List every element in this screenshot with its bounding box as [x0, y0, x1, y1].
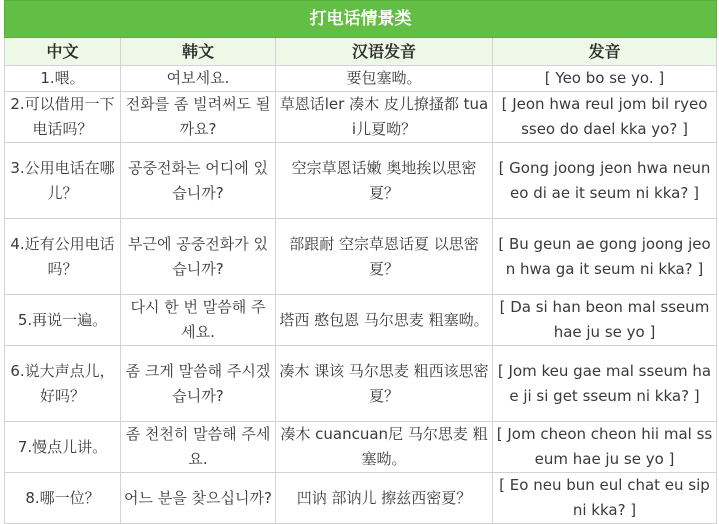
table-header-row [5, 38, 717, 66]
cell-chinese-pronunciation: 草恩话ler 凑木 皮儿撩搔都 tuai儿夏呦？ [276, 92, 493, 143]
cell-chinese: 5.再说一遍。 [5, 295, 121, 346]
cell-chinese: 6.说大声点儿，好吗？ [5, 346, 121, 422]
cell-chinese-pronunciation: 塔西 憨包恩 马尔思麦 粗塞呦。 [276, 295, 493, 346]
cell-korean: 다시 한 번 말씀해 주세요. [121, 295, 276, 346]
cell-pronunciation: [ Yeo bo se yo. ] [493, 66, 717, 92]
header-korean: 韩文 [121, 38, 276, 66]
table-row [5, 143, 717, 219]
cell-chinese: 4.近有公用电话吗？ [5, 219, 121, 295]
table-title-row [5, 1, 717, 38]
cell-chinese: 7.慢点儿讲。 [5, 422, 121, 473]
cell-chinese-pronunciation: 部跟耐 空宗草恩话夏 以思密夏？ [276, 219, 493, 295]
table-title: 打电话情景类 [5, 1, 717, 38]
cell-korean: 여보세요. [121, 66, 276, 92]
cell-chinese-pronunciation: 凑木 课该 马尔思麦 粗西该思密夏？ [276, 346, 493, 422]
header-chinese-pronunciation: 汉语发音 [276, 38, 493, 66]
cell-chinese: 2.可以借用一下电话吗？ [5, 92, 121, 143]
table-row [5, 92, 717, 143]
cell-chinese-pronunciation: 凑木 cuancuan尼 马尔思麦 粗塞呦。 [276, 422, 493, 473]
table-row [5, 422, 717, 473]
cell-chinese-pronunciation: 空宗草恩话嫩 奥地挨以思密夏？ [276, 143, 493, 219]
cell-chinese: 8.哪一位？ [5, 473, 121, 524]
table-row [5, 473, 717, 524]
cell-korean: 어느 분을 찾으십니까? [121, 473, 276, 524]
header-chinese: 中文 [5, 38, 121, 66]
cell-pronunciation: [ Bu geun ae gong joong jeon hwa ga it seum ni kka? ] [493, 219, 717, 295]
cell-chinese: 1.喂。 [5, 66, 121, 92]
cell-korean: 좀 천천히 말씀해 주세요. [121, 422, 276, 473]
cell-korean: 부근에 공중전화가 있습니까? [121, 219, 276, 295]
table-row [5, 66, 717, 92]
cell-pronunciation: [ Jeon hwa reul jom bil ryeo sseo do dael kka yo? ] [493, 92, 717, 143]
table-row [5, 346, 717, 422]
cell-pronunciation: [ Eo neu bun eul chat eu sip ni kka? ] [493, 473, 717, 524]
cell-pronunciation: [ Da si han beon mal sseum hae ju se yo ] [493, 295, 717, 346]
cell-pronunciation: [ Gong joong jeon hwa neun eo di ae it seum ni kka? ] [493, 143, 717, 219]
cell-pronunciation: [ Jom cheon cheon hii mal sseum hae ju se yo ] [493, 422, 717, 473]
cell-korean: 좀 크게 말씀해 주시겠습니까? [121, 346, 276, 422]
table-row [5, 295, 717, 346]
cell-korean: 전화를 좀 빌려써도 될까요? [121, 92, 276, 143]
table-row [5, 219, 717, 295]
cell-chinese-pronunciation: 凹讷 部讷儿 擦兹西密夏？ [276, 473, 493, 524]
cell-chinese: 3.公用电话在哪儿？ [5, 143, 121, 219]
header-pronunciation: 发音 [493, 38, 717, 66]
cell-pronunciation: [ Jom keu gae mal sseum hae ji si get sseum ni kka? ] [493, 346, 717, 422]
cell-korean: 공중전화는 어디에 있습니까? [121, 143, 276, 219]
cell-chinese-pronunciation: 要包塞呦。 [276, 66, 493, 92]
phrase-table [4, 0, 717, 524]
